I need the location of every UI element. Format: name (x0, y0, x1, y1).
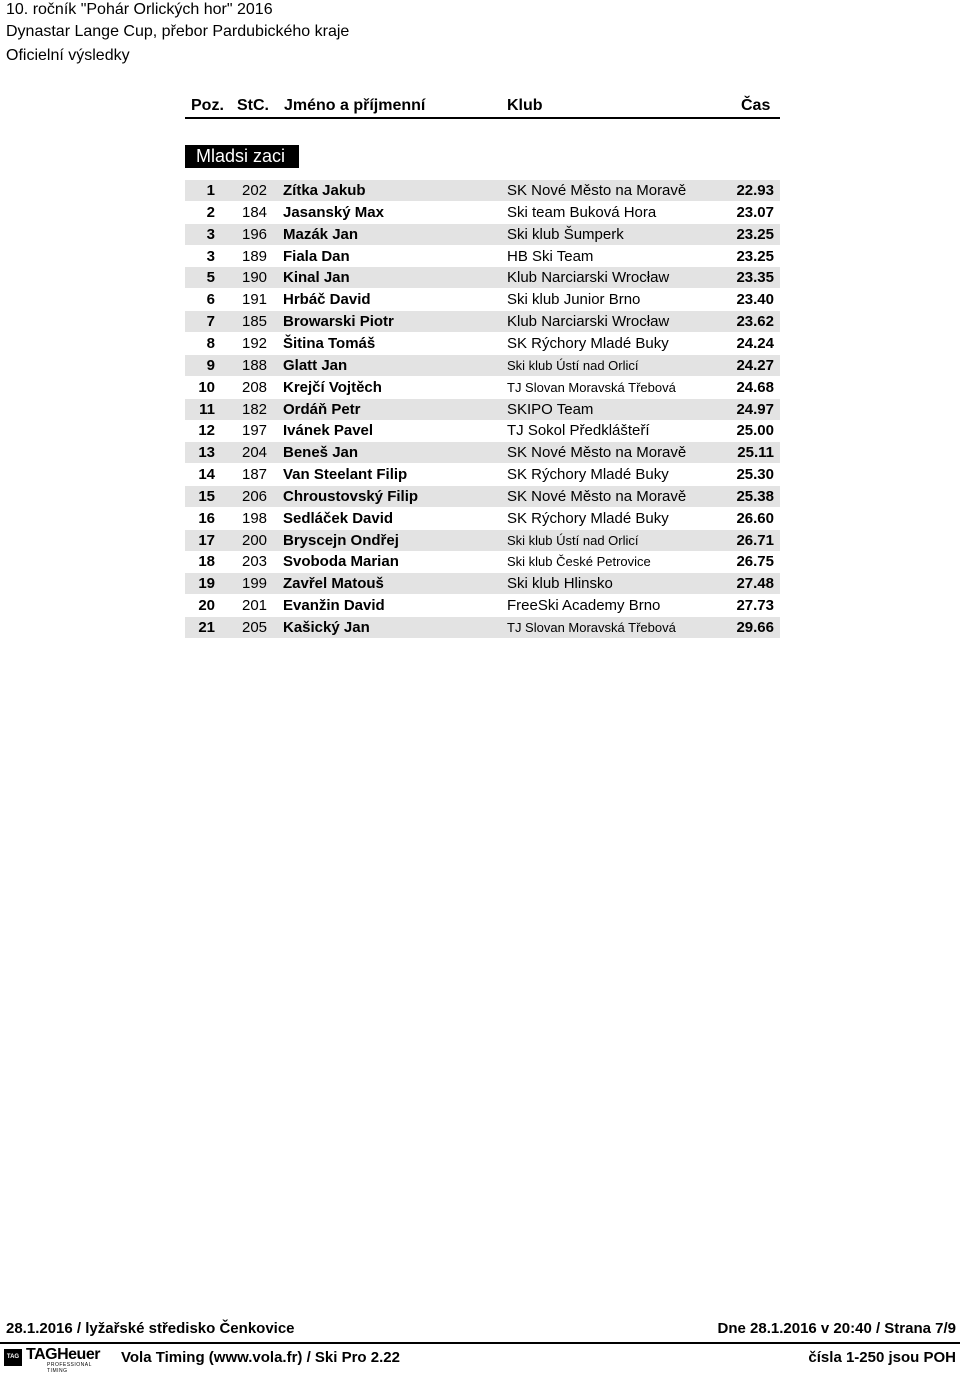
athlete-name-cell: Kinal Jan (283, 269, 350, 287)
club-cell: HB Ski Team (507, 247, 594, 265)
position-cell: 19 (198, 575, 215, 593)
event-title: 10. ročník "Pohár Orlických hor" 2016 (6, 1, 273, 18)
bib-cell: 200 (242, 531, 268, 549)
tagheuer-logo (4, 1346, 112, 1374)
bib-cell: 190 (242, 269, 268, 287)
time-cell: 26.71 (736, 531, 774, 549)
club-cell: SK Nové Město na Moravě (507, 182, 687, 199)
time-cell: 24.97 (736, 400, 774, 418)
time-cell: 23.25 (736, 247, 774, 265)
time-cell: 25.11 (737, 444, 774, 462)
bib-cell: 191 (242, 291, 268, 309)
time-cell: 24.27 (736, 356, 774, 374)
table-row (185, 551, 780, 572)
club-cell: SKIPO Team (507, 400, 594, 418)
position-cell: 15 (198, 487, 215, 505)
club-cell: Klub Narciarski Wrocław (507, 269, 670, 287)
table-row (185, 202, 780, 223)
bib-cell: 197 (242, 422, 268, 440)
bib-cell: 198 (242, 509, 268, 527)
table-row (185, 617, 780, 638)
position-cell: 6 (206, 291, 215, 309)
table-row (185, 442, 780, 463)
athlete-name-cell: Jasanský Max (283, 203, 384, 221)
table-row (185, 377, 780, 398)
time-cell: 24.68 (736, 378, 774, 396)
club-cell: SK Nové Město na Moravě (507, 487, 687, 505)
club-cell: SK Rýchory Mladé Buky (507, 509, 669, 527)
time-cell: 27.73 (736, 597, 774, 615)
athlete-name-cell: Svoboda Marian (283, 553, 399, 571)
time-cell: 24.24 (736, 334, 774, 352)
club-cell: SK Nové Město na Moravě (507, 444, 687, 462)
position-cell: 13 (198, 444, 215, 462)
position-cell: 18 (198, 553, 215, 571)
table-row (185, 508, 780, 529)
table-row (185, 420, 780, 441)
athlete-name-cell: Ivánek Pavel (283, 422, 374, 440)
athlete-name-cell: Browarski Piotr (283, 313, 394, 331)
tagheuer-shield-icon: TAG (4, 1349, 22, 1366)
athlete-name-cell: Krejčí Vojtěch (283, 378, 382, 396)
bib-cell: 187 (242, 466, 268, 484)
bib-cell: 201 (242, 597, 268, 615)
athlete-name-cell: Evanžin David (283, 597, 385, 615)
bib-cell: 184 (242, 203, 268, 221)
time-cell: 23.35 (736, 269, 774, 287)
athlete-name-cell: Bryscejn Ondřej (283, 531, 399, 549)
table-row (185, 464, 780, 485)
athlete-name-cell: Ordáň Petr (283, 400, 361, 418)
club-cell: Ski team Buková Hora (507, 203, 657, 221)
bib-cell: 192 (242, 334, 268, 352)
time-cell: 25.30 (736, 466, 774, 484)
table-row (185, 573, 780, 594)
club-cell: TJ Slovan Moravská Třebová (507, 620, 676, 635)
position-cell: 21 (198, 619, 215, 636)
athlete-name-cell: Van Steelant Filip (283, 466, 408, 484)
club-cell: TJ Sokol Předklášteří (507, 422, 650, 440)
position-cell: 16 (198, 509, 215, 527)
time-cell: 22.93 (736, 182, 774, 199)
bib-cell: 204 (242, 444, 268, 462)
table-row (185, 530, 780, 551)
athlete-name-cell: Sedláček David (283, 509, 394, 527)
time-cell: 29.66 (736, 619, 774, 636)
time-cell: 23.40 (736, 291, 774, 309)
athlete-name-cell: Hrbáč David (283, 291, 371, 309)
column-header-time: Čas (741, 97, 771, 114)
bib-cell: 199 (242, 575, 268, 593)
category-label: Mladsi zaci (185, 145, 299, 168)
time-cell: 26.60 (736, 509, 774, 527)
logo-tagline: PROFESSIONAL TIMING (47, 1362, 92, 1374)
position-cell: 10 (198, 378, 215, 396)
bib-cell: 185 (242, 313, 268, 331)
results-type: Oficielní výsledky (6, 47, 130, 64)
bib-cell: 208 (242, 378, 268, 396)
time-cell: 27.48 (736, 575, 774, 593)
time-cell: 23.25 (736, 225, 774, 243)
footer-rule (0, 1342, 960, 1344)
position-cell: 2 (206, 203, 215, 221)
club-cell: SK Rýchory Mladé Buky (507, 466, 669, 484)
athlete-name-cell: Mazák Jan (283, 225, 359, 243)
footer-date-venue: 28.1.2016 / lyžařské středisko Čenkovice (6, 1320, 295, 1337)
column-header-bib: StC. (237, 97, 269, 114)
position-cell: 1 (206, 182, 215, 199)
table-row (185, 595, 780, 616)
table-row (185, 246, 780, 267)
table-row (185, 333, 780, 354)
time-cell: 25.38 (736, 487, 774, 505)
club-cell: Ski klub České Petrovice (507, 554, 651, 570)
club-cell: FreeSki Academy Brno (507, 597, 661, 615)
table-row (185, 486, 780, 507)
club-cell: Ski klub Hlinsko (507, 575, 613, 593)
athlete-name-cell: Chroustovský Filip (283, 487, 419, 505)
position-cell: 11 (199, 400, 215, 418)
position-cell: 17 (198, 531, 215, 549)
club-cell: Ski klub Šumperk (507, 225, 624, 243)
table-row (185, 355, 780, 376)
column-header-pos: Poz. (191, 97, 224, 114)
time-cell: 25.00 (736, 422, 774, 440)
athlete-name-cell: Zítka Jakub (283, 182, 366, 199)
club-cell: Klub Narciarski Wrocław (507, 313, 670, 331)
table-row (185, 289, 780, 310)
position-cell: 9 (206, 356, 215, 374)
time-cell: 23.07 (736, 203, 774, 221)
bib-cell: 206 (242, 487, 268, 505)
club-cell: Ski klub Junior Brno (507, 291, 641, 309)
table-row (185, 224, 780, 245)
time-cell: 23.62 (736, 313, 774, 331)
event-subtitle: Dynastar Lange Cup, přebor Pardubického kraje (6, 23, 350, 40)
position-cell: 8 (206, 334, 215, 352)
bib-cell: 182 (242, 400, 268, 418)
athlete-name-cell: Šitina Tomáš (283, 334, 376, 352)
bib-cell: 203 (242, 553, 268, 571)
position-cell: 7 (206, 313, 215, 331)
club-cell: Ski klub Ústí nad Orlicí (507, 357, 639, 373)
athlete-name-cell: Zavřel Matouš (283, 575, 384, 593)
bib-cell: 189 (242, 247, 268, 265)
club-cell: TJ Slovan Moravská Třebová (507, 379, 676, 395)
table-row (185, 267, 780, 288)
athlete-name-cell: Kašický Jan (283, 619, 370, 636)
table-row (185, 399, 780, 420)
position-cell: 3 (206, 225, 215, 243)
position-cell: 20 (198, 597, 215, 615)
header-rule (185, 117, 780, 119)
bib-cell: 205 (242, 619, 268, 636)
bib-cell: 202 (242, 182, 268, 199)
position-cell: 12 (198, 422, 215, 440)
position-cell: 14 (198, 466, 215, 484)
table-row (185, 311, 780, 332)
position-cell: 5 (206, 269, 215, 287)
athlete-name-cell: Glatt Jan (283, 356, 348, 374)
club-cell: SK Rýchory Mladé Buky (507, 334, 669, 352)
footer-note: čísla 1-250 jsou POH (808, 1349, 956, 1366)
table-row (185, 180, 780, 201)
athlete-name-cell: Fiala Dan (283, 247, 350, 265)
club-cell: Ski klub Ústí nad Orlicí (507, 532, 639, 548)
logo-brand: TAGHeuer (26, 1346, 100, 1363)
footer-software: Vola Timing (www.vola.fr) / Ski Pro 2.22 (121, 1349, 400, 1366)
column-header-name: Jméno a příjmenní (284, 97, 426, 114)
footer-page-info: Dne 28.1.2016 v 20:40 / Strana 7/9 (717, 1320, 956, 1337)
position-cell: 3 (206, 247, 215, 265)
bib-cell: 196 (242, 225, 268, 243)
bib-cell: 188 (242, 356, 268, 374)
column-header-club: Klub (507, 97, 543, 114)
athlete-name-cell: Beneš Jan (283, 444, 359, 462)
time-cell: 26.75 (736, 553, 774, 571)
